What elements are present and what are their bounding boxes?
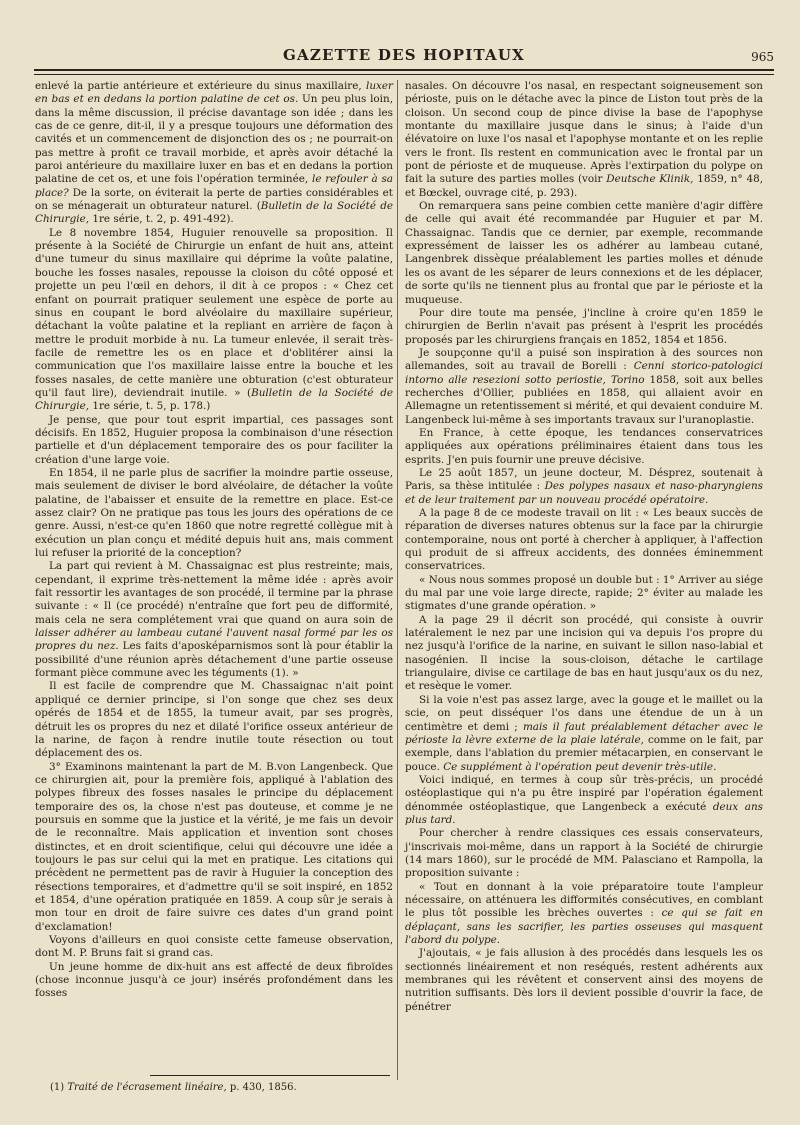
text-run: Voyons d'ailleurs en quoi consiste cette fameuse observation, dont M. P. Bruns fait si grand cas. [35,934,393,960]
left-column [35,80,393,1001]
italic-text: Des polypes nasaux et naso-pharyngiens et de leur traitement par un nouveau procédé opératoire. [405,480,763,506]
text-run: 3° Examinons maintenant la part de M. B.von Langenbeck. Que ce chirurgien ait, pour la première fois, appliqué à l'ablation des polypes fibreux des fosses nasales le principe du déplacement temporaire des os, la chose n'est pas douteuse, et comme je ne poursuis en somme que la justice et la vérité, je me fais un devoir de le reconnaître. Mais application et invention sont choses distinctes, et en droit scientifique, celui qui découvre une idée a toujours le pas sur celui qui la met en pratique. Les citations qui précèdent ne permettent pas de ravir à Huguier la conception des résections temporaires, et d'admettre qu'il se soit inspiré, en 1852 et 1854, d'une opération pratiquée en 1859. A coup sûr je serais à mon tour en droit de faire suivre ces dates d'un grand point d'exclamation! [35,760,393,933]
text-run: enlevé la partie antérieure et extérieure du sinus maxillaire, [35,80,366,92]
italic-text: Bulletin de la Société de Chirurgie, [35,386,393,413]
text-run: 1859, n° 48, et Bœckel, ouvrage cité, p. 293). [405,173,763,199]
paragraph [35,761,393,934]
italic-text: ce qui se fait en déplaçant, sans les sacrifier, les parties osseuses qui masquent l'abord du polype. [405,907,763,946]
footnote [50,1082,297,1093]
paragraph [405,774,763,827]
text-run: Voici indiqué, en termes à coup sûr très-précis, un procédé ostéoplastique qui n'a pu être inspiré par l'opération également dénommée ostéoplastique, que Langenbeck a exécuté [405,773,763,813]
footnote-title: Traité de l'écrasement linéaire, [67,1082,227,1093]
right-column [405,80,763,1014]
page-number: 965 [751,50,774,64]
footnote-suffix: p. 430, 1856. [226,1082,297,1093]
footnote-rule [150,1075,390,1076]
text-run: J'ajoutais, « je fais allusion à des procédés dans lesquels les os sectionnés linéairement et non reséqués, restent adhérents aux membranes qui les révêtent et conservent ainsi des moyens de nutrition suffisants. Dès lors il devient possible d'ouvrir la face, de pénétrer [405,947,763,1013]
text-run: Un peu plus loin, dans la même discussion, il précise davantage son idée ; dans les cas de ce genre, dit-il, il y a presque toujours une déformation des cavités et un commencement de disjonction des os ; ne pourrait-on pas mettre à profit ce travail morbide, et après avoir détaché la paroi antérieure du maxillaire luxer en bas et en dedans la portion palatine de cet os, et une fois l'opération terminée, [35,93,393,186]
italic-text: deux ans plus tard. [405,800,763,826]
text-run: De la sorte, on éviterait la perte de parties considérables et on se ménagerait un obturateur naturel. ( [35,186,393,213]
paragraph [405,614,763,694]
text-run: En 1854, il ne parle plus de sacrifier la moindre partie osseuse, mais seulement de diviser le bord alvéolaire, de détacher la voûte palatine, de l'abaisser et ensuite de la remettre en place. Est-ce assez clair? On ne pratique pas tous les jours des opérations de ce genre. Aussi, n'est-ce qu'en 1860 que notre regretté collègue mit à exécution un plan conçu et médité depuis huit ans, mais comment lui refuser la priorité de la conception? [35,466,393,560]
text-run: 1858, soit aux belles recherches d'Ollier, publiées en 1858, qui allaient avoir en Allemagne un retentissement si mérité, et qui devaient conduire M. Langenbeck lui-même à ses importants travaux sur l'uranoplastie. [405,373,763,426]
text-run: Si la voie n'est pas assez large, avec la gouge et le maillet ou la scie, on peut disséquer l'os dans une étendue de un à un centimètre et demi ; [405,693,763,733]
paragraph [405,574,763,614]
paragraph [35,961,393,1001]
journal-title: GAZETTE DES HOPITAUX [282,46,525,64]
paragraph [405,307,763,347]
paragraph [405,827,763,880]
paragraph [35,934,393,961]
text-run: Je soupçonne qu'il a puisé son inspiration à des sources non allemandes, soit au travail de Borelli : [405,346,763,373]
header-rule-thin [34,74,774,75]
text-run: Il est facile de comprendre que M. Chassaignac n'ait point appliqué ce dernier principe, si l'on songe que chez ses deux opérés de 1854 et de 1855, la tumeur avait, par ses progrès, détruit les os propres du nez et dilaté l'orifice osseux antérieur de la narine, de façon à rendre inutile toute résection ou tout déplacement des os. [35,680,393,760]
text-run: En France, à cette époque, les tendances conservatrices appliquées aux opérations préliminaires étaient dans tous les esprits. J'en puis fournir une preuve décisive. [405,426,763,466]
header-rule-thick [34,69,774,71]
text-run: 1re série, t. 5, p. 178.) [89,400,211,413]
text-run: A la page 8 de ce modeste travail on lit : « Les beaux succès de réparation de diverses natures obtenus sur la face par la chirurgie contemporaine, nous ont porté à chercher à appliquer, à l'affection qui produit de si affreux accidents, des données éminemment conservatrices. [405,507,763,573]
text-run: Le 8 novembre 1854, Huguier renouvelle sa proposition. Il présente à la Société de Chirurgie un enfant de huit ans, atteint d'une tumeur du sinus maxillaire qui déprime la voûte palatine, bouche les fosses nasales, repousse la cloison du côté opposé et projette un peu l'œil en dehors, il dit à ce propos : « Chez cet enfant on pourrait pratiquer seulement une espèce de porte au sinus en coupant le bord alvéolaire du maxillaire supérieur, détachant la voûte palatine et la repliant en arrière de façon à mettre le produit morbide à nu. La tumeur enlevée, il serait très-facile de remettre les os en place et d'oblitérer ainsi la communication que l'os maxillaire laisse entre la bouche et les fosses nasales, de cette manière une obturation (c'est obturateur qu'il faut lire), deviendrait inutile. » ( [35,226,393,399]
text-run: A la page 29 il décrit son procédé, qui consiste à ouvrir latéralement le nez par une incision qui va depuis l'os propre du nez jusqu'à l'orifice de la narine, en suivant le sillon naso-labial et nasogénien. Il incise la sous-cloison, détache le cartilage triangulaire, divise ce cartilage de bas en haut jusqu'aux os du nez, et resèque le vomer. [405,613,763,693]
text-run: Les faits d'aposképarnismos sont là pour établir la possibilité d'une réunion après détachement d'une partie osseuse formant pièce commune avec les téguments (1). » [35,640,393,680]
italic-text: le refouler à sa place? [35,173,393,199]
text-run: « Tout en donnant à la voie préparatoire toute l'ampleur nécessaire, on atténuera les difformités consécutives, en comblant le plus tôt possible les brèches ouvertes : [405,880,763,920]
text-run: Pour chercher à rendre classiques ces essais conservateurs, j'inscrivais moi-même, dans un rapport à la Société de chirurgie (14 mars 1860), sur le procédé de MM. Palasciano et Rampolla, la proposition suivante : [405,827,763,880]
text-run: « Nous nous sommes proposé un double but : 1° Arriver au siége du mal par une voie large directe, rapide; 2° éviter au malade les stigmates d'une grande opération. » [405,573,763,613]
italic-text: Bulletin de la Société de Chirurgie, [35,200,393,226]
text-run: Le 25 août 1857, un jeune docteur, M. Désprez, soutenait à Paris, sa thèse intitulée : [405,466,763,493]
paragraph [35,80,393,227]
footnote-marker: (1) [50,1082,68,1093]
paragraph [405,947,763,1014]
italic-text: luxer en bas et en dedans la portion palatine de cet os. [35,80,393,106]
paragraph [35,560,393,680]
text-run: Pour dire toute ma pensée, j'incline à croire qu'en 1859 le chirurgien de Berlin n'avait pas présent à l'esprit les procédés proposés par les chirurgiens français en 1852, 1854 et 1856. [405,306,763,346]
text-run: nasales. On découvre l'os nasal, en respectant soigneusement son périoste, puis on le détache avec la pince de Liston tout près de la cloison. Un second coup de pince divise la base de l'apophyse montante du maxillaire jusque dans le sinus; à l'aide d'un élévatoire on luxe l'os nasal et l'apophyse montante et on les replie vers le front. Ils restent en communication avec le frontal par un pont de périoste et de muqueuse. Après l'extirpation du polype on fait la suture des parties molles (voir [405,80,763,186]
paragraph [405,427,763,467]
text-run: 1re série, t. 2, p. 491-492). [89,213,234,226]
paragraph [405,881,763,948]
paragraph [35,227,393,414]
paragraph [405,347,763,427]
text-run: La part qui revient à M. Chassaignac est plus restreinte; mais, cependant, il exprime très-nettement la même idée : après avoir fait ressortir les avantages de son procédé, il termine par la phrase suivante : « Il (ce procédé) n'entraîne que fort peu de difformité, mais cela ne sera complétement vrai que quand on aura soin de [35,560,393,626]
page-header [34,44,774,68]
paragraph [405,694,763,774]
paragraph [35,414,393,467]
paragraph [405,200,763,307]
paragraph [35,467,393,560]
text-run: comme on le fait, par exemple, dans l'ablation du premier métacarpien, en conservant le pouce. [405,733,763,773]
paragraph [405,507,763,574]
italic-text: Deutsche Klinik, [606,173,694,186]
italic-text: laisser adhérer au lambeau cutané l'auvent nasal formé par les os propres du nez. [35,627,393,653]
paragraph [35,680,393,760]
paragraph [405,467,763,507]
text-run: Je pense, que pour tout esprit impartial, ces passages sont décisifs. En 1852, Huguier proposa la combinaison d'une résection partielle et d'un déplacement temporaire des os pour faciliter la création d'une large voie. [35,413,393,466]
text-run: Un jeune homme de dix-huit ans est affecté de deux fibroïdes (chose inconnue jusqu'à ce jour) insérés profondément dans les fosses [35,960,393,1000]
italic-text: Cenni storico-patologici intorno alle resezioni sotto periostie, Torino [405,360,763,386]
column-divider [397,80,398,1080]
italic-text: mais il faut préalablement détacher avec le périoste la lèvre externe de la plaie latérale, [405,720,763,746]
paragraph [405,80,763,200]
italic-text: Ce supplément à l'opération peut devenir très-utile. [443,760,717,773]
text-run: On remarquera sans peine combien cette manière d'agir diffère de celle qui avait été recommandée par Huguier et par M. Chassaignac. Tandis que ce dernier, par exemple, recommande expressément de laisser les os adhérer au lambeau cutané, Langenbrek dissèque préalablement les parties molles et dénude les os avant de les séparer de leurs connexions et de les déplacer, de sorte qu'ils ne tiennent plus au frontal que par le périoste et la muqueuse. [405,200,763,306]
